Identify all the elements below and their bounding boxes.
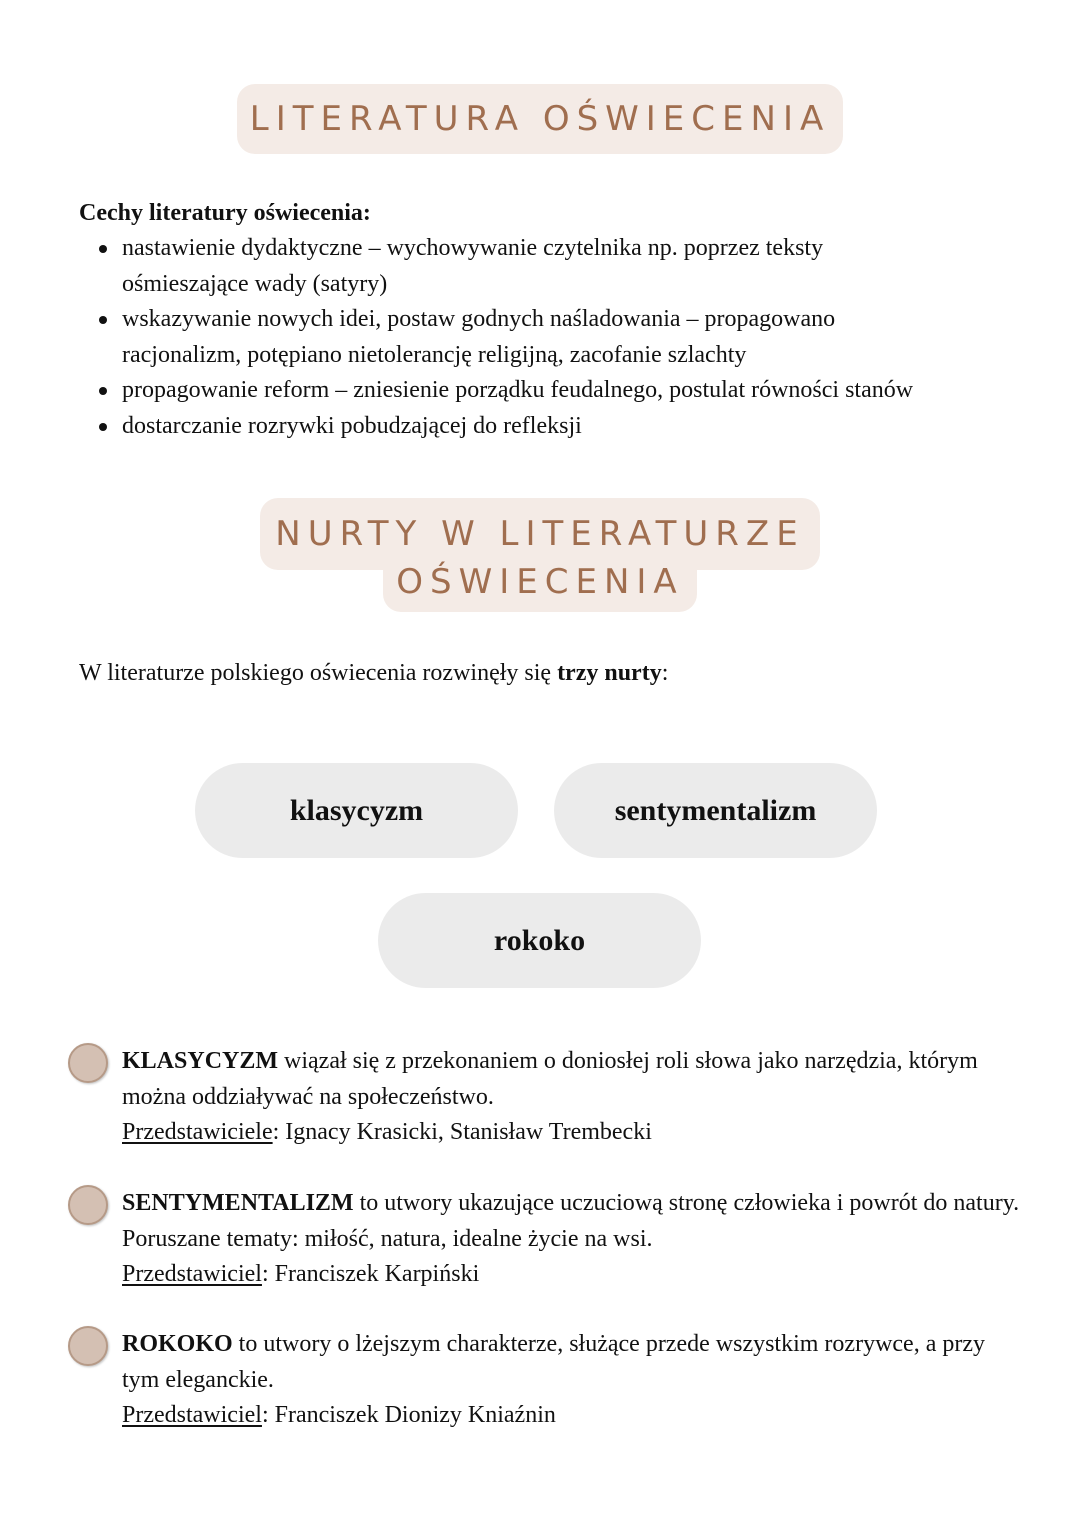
- trend-klasycyzm: [122, 1044, 1022, 1151]
- intro-text: [79, 656, 668, 691]
- trend-desc: to utwory ukazujące uczuciową stronę człowieka i powrót do natury. Poruszane tematy: miłość, natura, idealne życie na wsi.: [122, 1190, 1020, 1252]
- trend-rokoko: [122, 1327, 1022, 1434]
- representatives: : Franciszek Dionizy Kniaźnin: [261, 1402, 556, 1428]
- subtitle-line: OŚWIECENIA: [396, 562, 684, 602]
- list-item: nastawienie dydaktyczne – wychowywanie czytelnika np. poprzez teksty ośmieszające wady (satyry): [79, 231, 882, 302]
- list-item: dostarczanie rozrywki pobudzającej do refleksji: [79, 409, 999, 445]
- section-subtitle: [260, 510, 820, 606]
- page-title: LITERATURA OŚWIECENIA: [249, 99, 831, 139]
- pill-rokoko: rokoko: [378, 893, 701, 988]
- circle-bullet-icon: [68, 1185, 108, 1225]
- features-section: [79, 196, 999, 444]
- trend-desc: wiązał się z przekonaniem o doniosłej roli słowa jako narzędzia, którym można oddziaływać na społeczeństwo.: [122, 1048, 978, 1110]
- features-list: [79, 231, 999, 444]
- circle-bullet-icon: [68, 1043, 108, 1083]
- trend-name: SENTYMENTALIZM: [122, 1190, 354, 1216]
- pill-klasycyzm: klasycyzm: [195, 763, 518, 858]
- representatives-label: Przedstawiciel: [122, 1261, 262, 1287]
- intro-end: :: [661, 660, 669, 686]
- list-item: wskazywanie nowych idei, postaw godnych naśladowania – propagowano racjonalizm, potępiano nietolerancję religijną, zacofanie szlachty: [79, 302, 882, 373]
- title-banner: [237, 84, 843, 154]
- features-heading: Cechy literatury oświecenia:: [79, 200, 371, 226]
- representatives-label: Przedstawiciele: [122, 1119, 273, 1145]
- representatives: : Ignacy Krasicki, Stanisław Trembecki: [272, 1119, 652, 1145]
- representatives: : Franciszek Karpiński: [261, 1261, 480, 1287]
- trend-name: ROKOKO: [122, 1331, 233, 1357]
- pill-sentymentalizm: sentymentalizm: [554, 763, 877, 858]
- trend-desc: to utwory o lżejszym charakterze, służące przede wszystkim rozrywce, a przy tym eleganckie.: [122, 1331, 986, 1393]
- list-item: propagowanie reform – zniesienie porządku feudalnego, postulat równości stanów: [79, 373, 999, 409]
- intro-plain: W literaturze polskiego oświecenia rozwinęły się: [79, 660, 558, 686]
- trend-sentymentalizm: [122, 1186, 1022, 1293]
- subtitle-line: NURTY W LITERATURZE: [275, 514, 805, 554]
- representatives-label: Przedstawiciel: [122, 1402, 262, 1428]
- trend-name: KLASYCYZM: [122, 1048, 279, 1074]
- circle-bullet-icon: [68, 1326, 108, 1366]
- intro-bold: trzy nurty: [557, 660, 662, 686]
